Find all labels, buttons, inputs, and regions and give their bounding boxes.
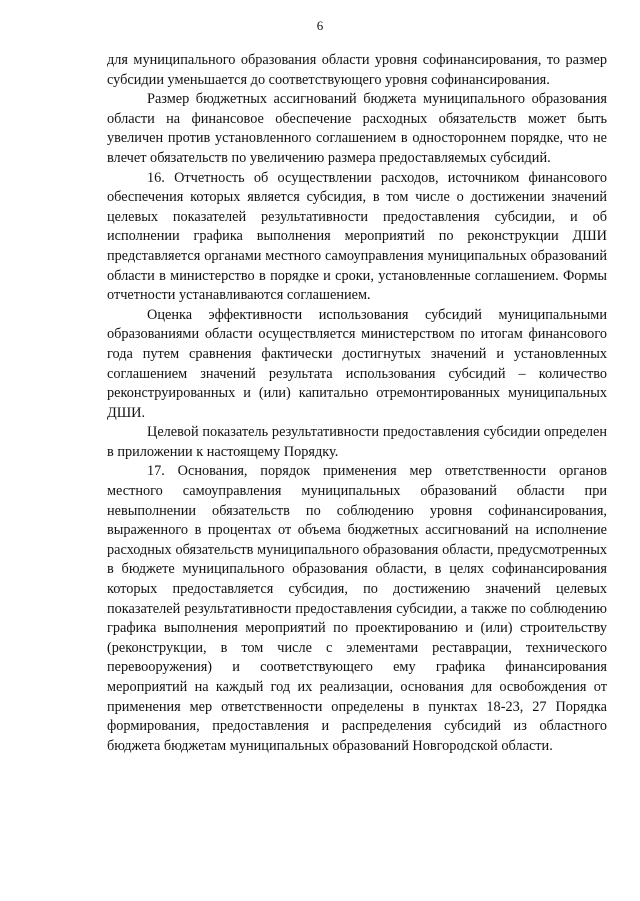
paragraph-item-16-reporting: 16. Отчетность об осуществлении расходов, источником финансового обеспечения которых является субсидия, в том числе о достижении значений целевых показателей результативности предоставления субсидии, и об исполнении графика выполнения мероприятий по реконструкции ДШИ представляется органами местного самоуправления муниципальных образований области в министерство в порядке и сроки, установленные соглашением. Формы отчетности устанавливаются соглашением.	[107, 169, 607, 304]
document-body	[107, 51, 607, 756]
paragraph-item-17-responsibility: 17. Основания, порядок применения мер ответственности органов местного самоуправления муниципальных образований области при невыполнении обязательств по соблюдению уровня софинансирования, выраженного в процентах от объема бюджетных ассигнований на исполнение расходных обязательств муниципального образования области, предусмотренных в бюджете муниципального образования области, в целях софинансирования которых предоставляется субсидия, по достижению значений целевых показателей результативности предоставления субсидии, а также по соблюдению графика выполнения мероприятий по проектированию и (или) строительству (реконструкции, в том числе с элементами реставрации, технического перевооружения) и соответствующего ему графика финансирования мероприятий на каждый год их реализации, основания для освобождения от применения мер ответственности определены в пунктах 18-23, 27 Порядка формирования, предоставления и распределения субсидий из областного бюджета бюджетам муниципальных образований Новгородской области.	[107, 463, 607, 754]
paragraph-efficiency-assessment: Оценка эффективности использования субсидий муниципальными образованиями области осуществляется министерством по итогам финансового года путем сравнения фактически достигнутых значений и установленных соглашением значений результата использования субсидий – количество реконструированных и (или) капитально отремонтированных муниципальных ДШИ.	[107, 306, 607, 421]
paragraph-target-indicator: Целевой показатель результативности предоставления субсидии определен в приложении к настоящему Порядку.	[107, 424, 607, 460]
paragraph-budget-allocations: Размер бюджетных ассигнований бюджета муниципального образования области на финансовое обеспечение расходных обязательств может быть увеличен против установленного соглашением в одностороннем порядке, что не влечет обязательств по увеличению размера предоставляемых субсидий.	[107, 91, 607, 166]
paragraph-continuation: для муниципального образования области уровня софинансирования, то размер субсидии уменьшается до соответствующего уровня софинансирования.	[107, 52, 607, 88]
page-number: 6	[316, 18, 324, 33]
